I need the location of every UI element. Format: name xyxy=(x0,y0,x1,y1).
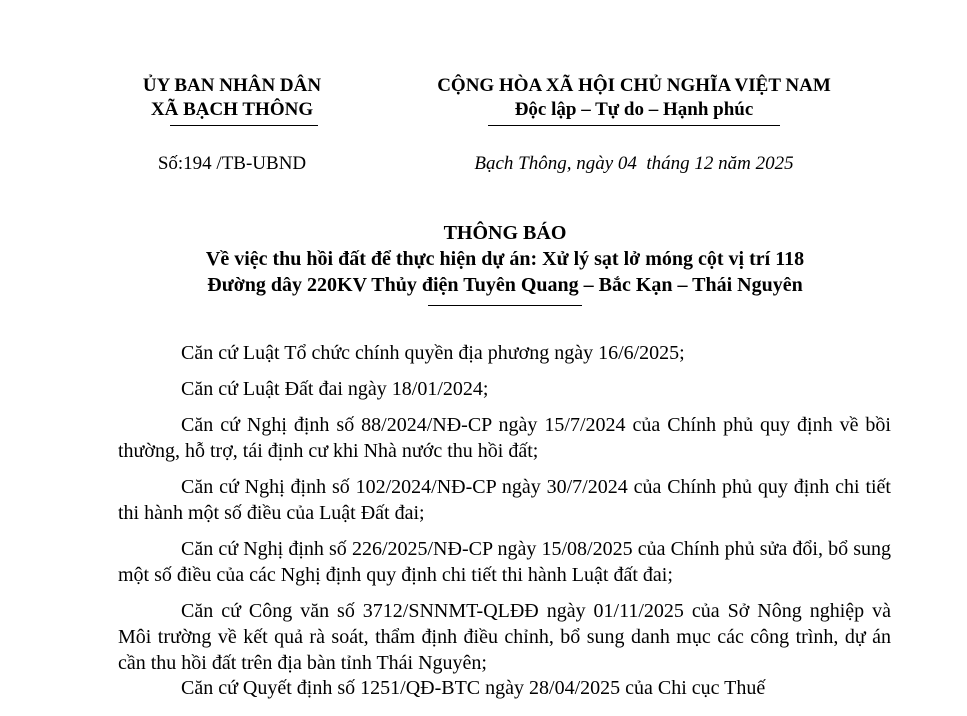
document-body xyxy=(118,340,891,686)
legal-basis-paragraph: Căn cứ Nghị định số 102/2024/NĐ-CP ngày 30/7/2024 của Chính phủ quy định chi tiết thi hành một số điều của Luật Đất đai; xyxy=(118,476,891,524)
motto-underline xyxy=(488,125,780,126)
national-motto xyxy=(392,74,876,122)
document-subject-line-2: Đường dây 220KV Thủy điện Tuyên Quang – Bắc Kạn – Thái Nguyên xyxy=(207,274,803,296)
cut-off-line-text: Căn cứ Quyết định số 1251/QĐ-BTC ngày 28/04/2025 của Chi cục Thuế xyxy=(181,677,766,699)
country-name: CỘNG HÒA XÃ HỘI CHỦ NGHĨA VIỆT NAM xyxy=(437,75,831,96)
agency-underline xyxy=(170,125,318,126)
legal-basis-paragraph: Căn cứ Công văn số 3712/SNNMT-QLĐĐ ngày 01/11/2025 của Sở Nông nghiệp và Môi trường về kết quả rà soát, thẩm định điều chỉnh, bổ sung danh mục các công trình, dự án cần thu hồi đất trên địa bàn tỉnh Thái Nguyên; xyxy=(118,600,891,674)
document-title: THÔNG BÁO xyxy=(443,222,567,244)
document-number: Số:194 /TB-UBND xyxy=(157,153,307,174)
legal-basis-paragraph: Căn cứ Nghị định số 226/2025/NĐ-CP ngày 15/08/2025 của Chính phủ sửa đổi, bổ sung một số điều của các Nghị định quy định chi tiết thi hành Luật đất đai; xyxy=(118,538,891,586)
issuing-agency xyxy=(118,74,346,122)
document-subject-line-1: Về việc thu hồi đất để thực hiện dự án: Xử lý sạt lở móng cột vị trí 118 xyxy=(205,248,805,270)
agency-line-1: ỦY BAN NHÂN DÂN xyxy=(142,75,322,96)
legal-basis-paragraph: Căn cứ Nghị định số 88/2024/NĐ-CP ngày 15/7/2024 của Chính phủ quy định về bồi thường, hỗ trợ, tái định cư khi Nhà nước thu hồi đất; xyxy=(118,414,891,462)
agency-line-2: XÃ BẠCH THÔNG xyxy=(150,99,314,120)
legal-basis-paragraph: Căn cứ Luật Đất đai ngày 18/01/2024; xyxy=(181,378,489,400)
title-underline xyxy=(428,305,582,306)
motto-text: Độc lập – Tự do – Hạnh phúc xyxy=(514,99,754,120)
cut-off-paragraph xyxy=(181,677,881,701)
legal-basis-paragraph: Căn cứ Luật Tổ chức chính quyền địa phương ngày 16/6/2025; xyxy=(181,342,685,364)
place-and-date: Bạch Thông, ngày 04 tháng 12 năm 2025 xyxy=(474,153,794,174)
document-title-block xyxy=(100,220,910,298)
